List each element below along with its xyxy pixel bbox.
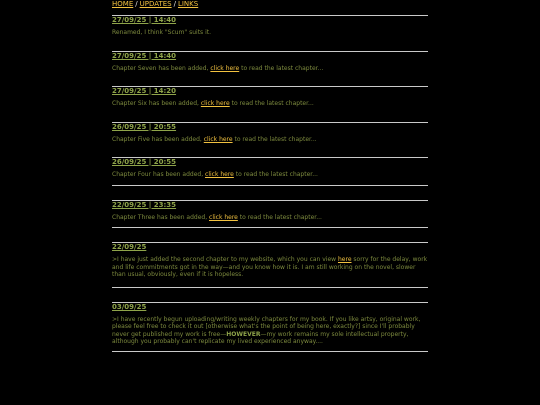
chapter-link[interactable]: click here [209, 213, 238, 221]
nav-separator: / [135, 0, 138, 8]
update-date: 22/09/25 | 23:35 [112, 200, 177, 209]
update-entry [112, 243, 428, 279]
chapter-link[interactable]: click here [210, 64, 240, 72]
update-text [112, 316, 428, 346]
update-entry [112, 158, 428, 179]
nav-updates-link[interactable]: UPDATES [139, 0, 172, 8]
update-date: 27/09/25 | 14:40 [112, 16, 177, 24]
page-content [112, 0, 428, 352]
chapter-link[interactable]: click here [200, 100, 230, 107]
divider [112, 287, 428, 288]
update-text-after: to read the latest chapter... [239, 64, 324, 72]
update-entry [112, 16, 428, 37]
update-entry [112, 87, 428, 108]
nav-home-link[interactable]: HOME [112, 0, 134, 8]
update-text-emphasis: HOWEVER [226, 330, 261, 338]
update-text-before: >I have recently begun uploading/writing weekly chapters for my book. If you like artsy, original work, please feel free to check it out [otherwise what's the point of being here, exactly?] since I'll probably never get published my work is free— [112, 315, 421, 338]
view-chapter-link[interactable]: here [337, 256, 352, 263]
update-date: 22/09/25 [112, 243, 147, 251]
update-text [112, 256, 428, 279]
update-text-before: Chapter Six has been added, [112, 100, 201, 107]
update-date: 27/09/25 | 14:40 [112, 51, 177, 60]
update-text-after: sorry for the delay, work and life commitments got in the way—and you know how it is. I am still working on the novel, slower than usual, obviously, even if it is hopeless. [112, 256, 428, 278]
update-date: 03/09/25 [112, 302, 147, 311]
update-text [112, 171, 428, 179]
update-text-before: Chapter Five has been added, [112, 135, 204, 143]
update-text-after: to read the latest chapter... [233, 171, 318, 178]
update-text-before: >I have just added the second chapter to my website, which you can view [112, 256, 338, 263]
divider [112, 185, 428, 186]
update-entry [112, 52, 428, 73]
divider [112, 227, 428, 228]
update-text-after: to read the latest chapter... [237, 213, 322, 221]
update-text-content: Renamed, I think "Scum" suits it. [112, 29, 212, 36]
update-text [112, 29, 428, 37]
update-date: 26/09/25 | 20:55 [112, 158, 177, 166]
chapter-link[interactable]: click here [205, 171, 234, 178]
top-nav [112, 0, 428, 9]
update-text [112, 100, 428, 108]
nav-links-link[interactable]: LINKS [177, 0, 199, 8]
nav-separator: / [173, 0, 176, 8]
update-text-after: to read the latest chapter... [229, 100, 314, 107]
update-text-before: Chapter Seven has been added, [112, 64, 211, 72]
update-date: 26/09/25 | 20:55 [112, 122, 177, 131]
update-text [112, 136, 428, 144]
chapter-link[interactable]: click here [203, 135, 233, 143]
update-text [112, 214, 428, 222]
divider [112, 351, 428, 352]
update-entry [112, 201, 428, 222]
update-text-after: to read the latest chapter... [232, 135, 317, 143]
update-text-after: —my work remains my sole intellectual property, although you probably can't replicate my lived experienced anyway.... [112, 330, 409, 345]
update-date: 27/09/25 | 14:20 [112, 87, 177, 95]
update-text-before: Chapter Three has been added, [112, 213, 210, 221]
update-entry [112, 303, 428, 346]
update-entry [112, 123, 428, 144]
update-text-before: Chapter Four has been added, [112, 171, 206, 178]
update-text [112, 65, 428, 73]
